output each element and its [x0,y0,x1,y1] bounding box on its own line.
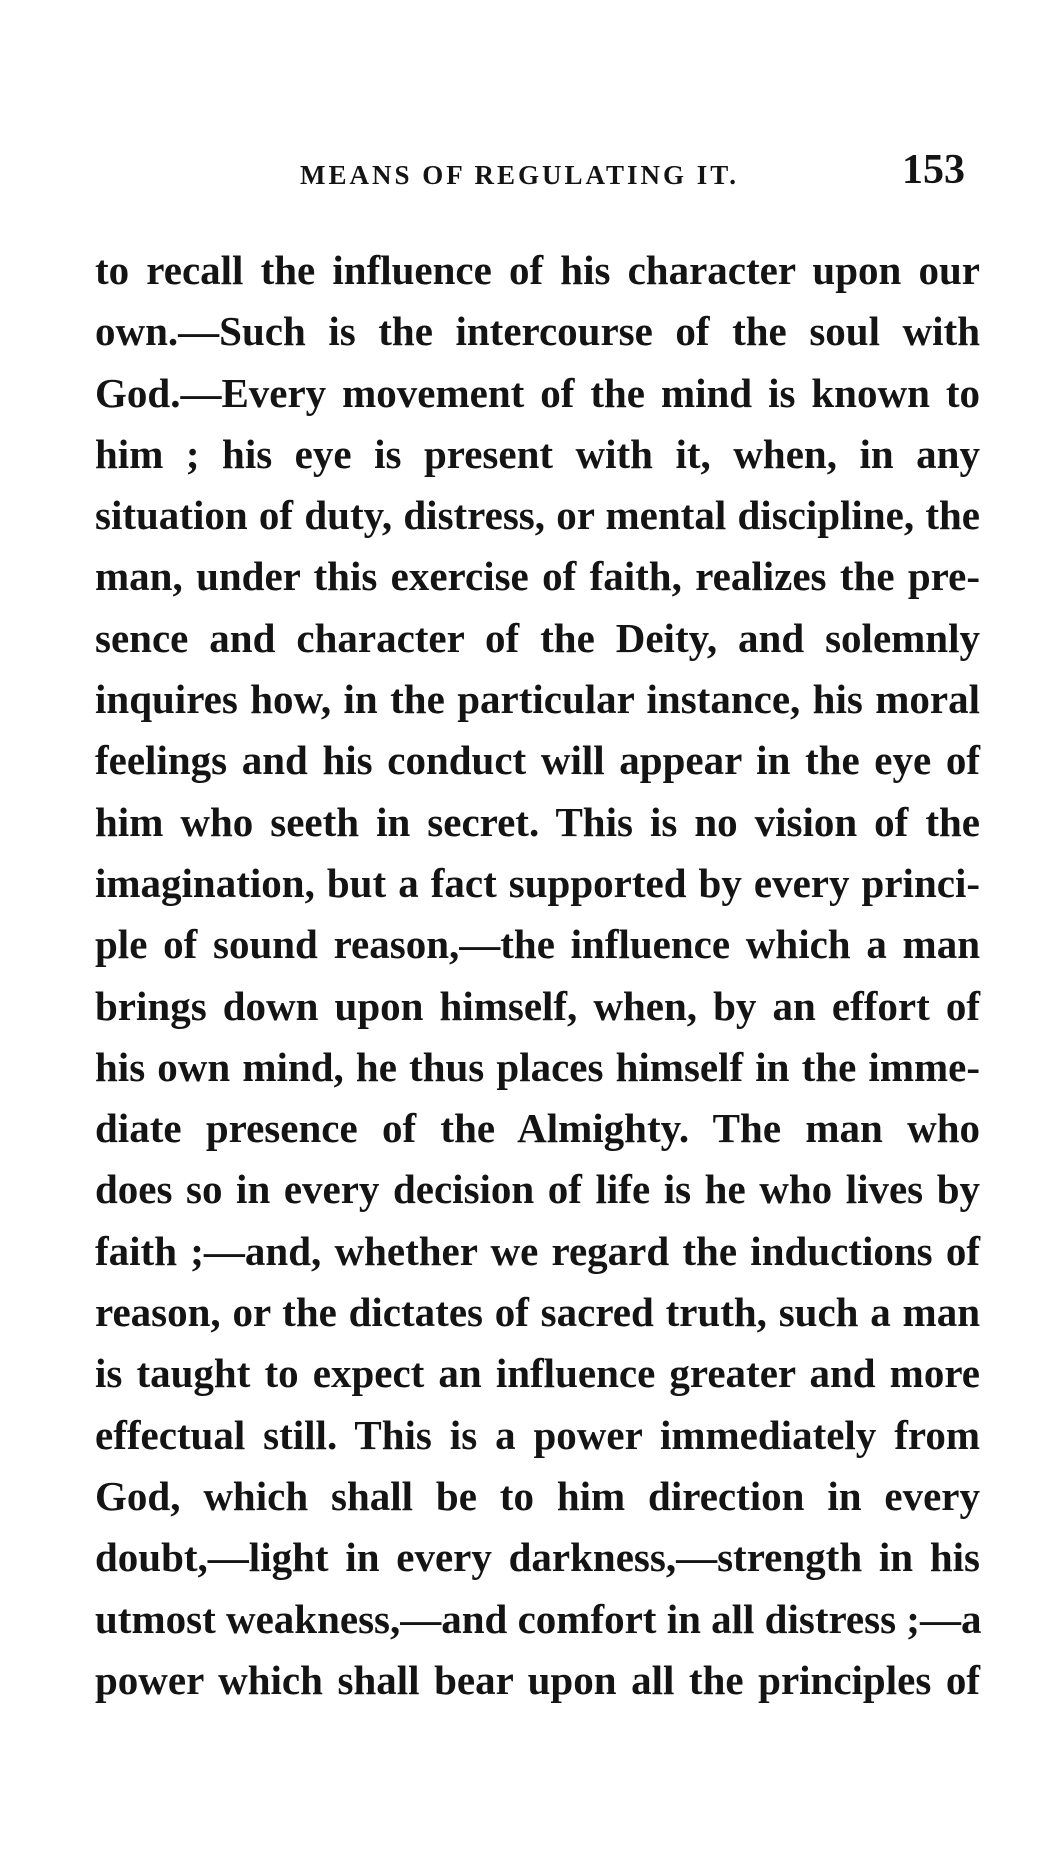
text-line: own.—Such is the intercourse of the soul with [95,308,980,355]
text-line: feelings and his conduct will appear in the eye of [95,737,980,784]
text-line: brings down upon himself, when, by an effort of [95,982,980,1029]
text-line: imagination, but a fact supported by every princi- [95,859,980,906]
text-line: man, under this exercise of faith, realizes the pre- [95,553,980,600]
text-line: effectual still. This is a power immediately from [95,1411,980,1458]
text-line: inquires how, in the particular instance, his moral [95,676,980,723]
text-line: situation of duty, distress, or mental discipline, the [95,492,980,539]
text-line: him ; his eye is present with it, when, in any [95,430,980,477]
text-line: sence and character of the Deity, and solemnly [95,614,980,661]
text-line: faith ;—and, whether we regard the inductions of [95,1227,980,1274]
text-line: reason, or the dictates of sacred truth, such a man [95,1289,980,1336]
text-line: to recall the influence of his character upon our [95,247,980,293]
text-line: his own mind, he thus places himself in the imme- [95,1043,980,1090]
text-line: him who seeth in secret. This is no vision of the [95,798,980,845]
text-line: ple of sound reason,—the influence which a man [95,921,980,968]
text-line: is taught to expect an influence greater and more [95,1350,980,1397]
text-line: power which shall bear upon all the principles of [95,1656,980,1703]
text-line: utmost weakness,—and comfort in all distress ;—a [95,1595,982,1642]
text-line: doubt,—light in every darkness,—strength in his [95,1534,980,1581]
running-head: MEANS OF REGULATING IT. [300,160,740,190]
body-text [95,240,980,1711]
text-line: God.—Every movement of the mind is known to [95,369,980,416]
text-line: God, which shall be to him direction in every [95,1472,980,1519]
text-line: diate presence of the Almighty. The man who [95,1105,980,1152]
text-line: does so in every decision of life is he who lives by [95,1166,980,1213]
page-number: 153 [902,147,965,193]
